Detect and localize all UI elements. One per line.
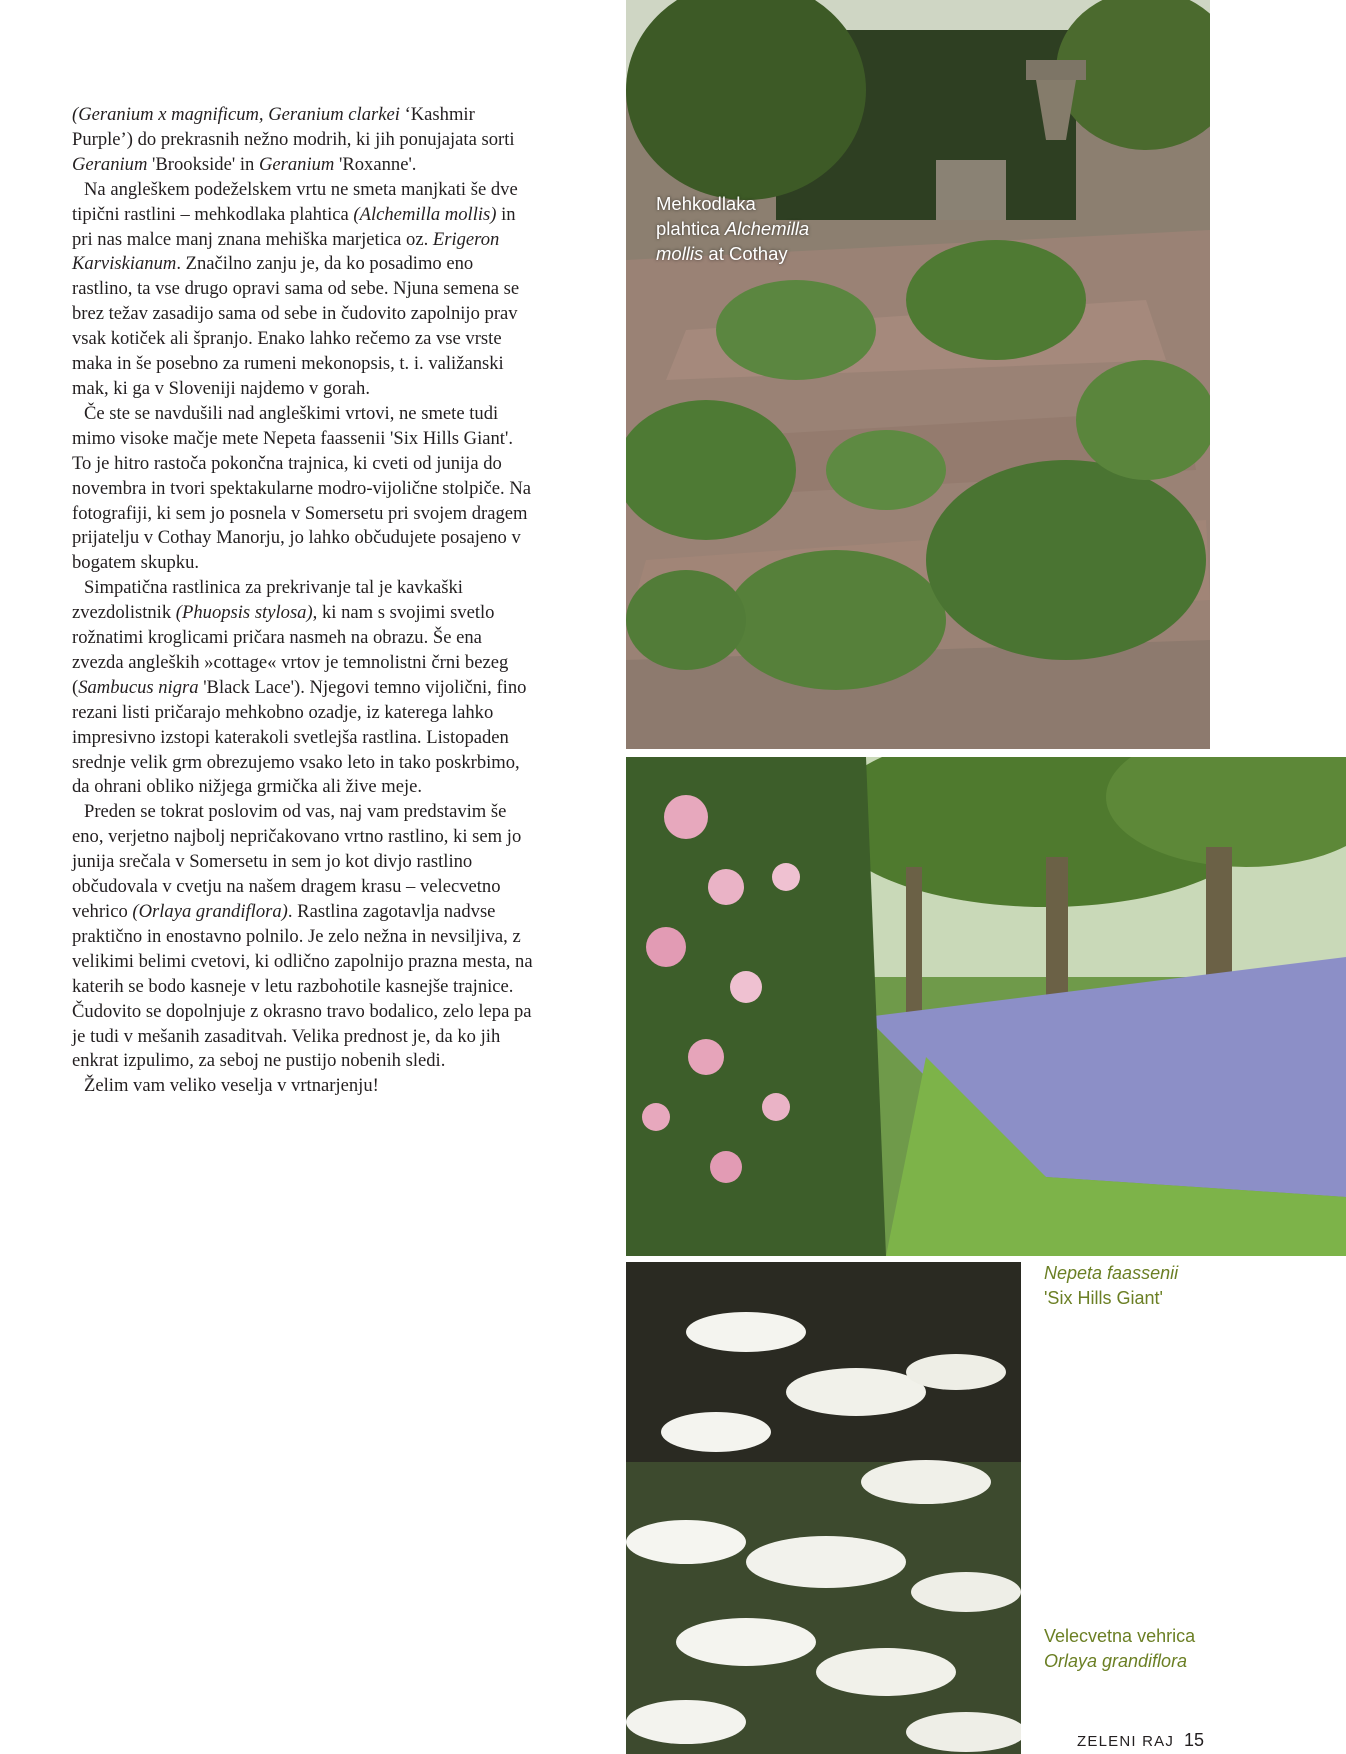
- text-run: Če ste se navdušili nad angleškimi vrtovi, ne smete tudi mimo visoke mačje mete Nepeta faassenii 'Six Hills Giant'. To je hitro rastoča pokončna trajnica, ki cveti od junija do novembra in tvori spektakularne modro-vijolične stolpiče. Na fotografiji, ki sem jo posnela v Somersetu pri svojem dragem prijatelju v Cothay Manorju, jo lahko občudujete posajeno v bogatem skupku.: [72, 402, 532, 574]
- text-run: ‘Kashmir Purple’) do prekrasnih nežno modrih, ki jih ponujajata sorti: [72, 104, 515, 150]
- italic-run: Geranium: [72, 153, 148, 175]
- caption-alchemilla: Mehkodlaka plahtica Alchemilla mollis at Cothay: [656, 193, 810, 264]
- caption-nepeta: Nepeta faassenii 'Six Hills Giant': [1044, 1263, 1179, 1308]
- text-run: in pri nas malce manj znana mehiška marjetica oz.: [72, 203, 516, 250]
- text-run: 'Black Lace'). Njegovi temno vijolični, fino rezani listi pričarajo mehkobno ozadje, iz katerega lahko impresivno izstopi katerakoli svetlejša rastlina. Listopaden srednje velik grm obrezujemo vsako leto in tako poskrbimo, da ohrani obliko nižjega grmička ali žive meje.: [72, 676, 527, 798]
- paragraph-3: [72, 402, 534, 576]
- magazine-name: ZELENI RAJ: [1077, 1733, 1175, 1750]
- text-run: 'Roxanne'.: [334, 153, 417, 175]
- text-run: Preden se tokrat poslovim od vas, naj vam predstavim še eno, verjetno najbolj nepričakovano vrtno rastlino, ki sem jo junija srečala v Somersetu in sem jo kot divjo rastlino občudovala v cvetju na našem dragem krasu – velecvetno vehrico: [72, 801, 522, 922]
- italic-run: (Phuopsis stylosa): [175, 602, 313, 624]
- paragraph-4: [72, 576, 534, 800]
- paragraph-2: [72, 178, 534, 402]
- text-run: Na angleškem podeželskem vrtu ne smeta manjkati še dve tipični rastlini – mehkodlaka plahtica: [72, 178, 518, 225]
- text-run: . Značilno zanju je, da ko posadimo eno rastlino, ta vse drugo opravi sama od sebe. Njuna semena se brez težav zasadijo sama od sebe in čudovito zapolnijo prav vsak kotiček ali špranjo. Enako lahko rečemo za vse vrste maka in še posebno za rumeni mekonopsis, t. i. valižanski mak, ki ga v Sloveniji najdemo v gorah.: [72, 253, 520, 399]
- paragraph-1: [72, 103, 534, 178]
- italic-run: Erigeron Karviskianum: [72, 228, 500, 275]
- italic-run: Sambucus nigra: [78, 676, 199, 698]
- text-run: Simpatična rastlinica za prekrivanje tal je kavkaški zvezdolistnik: [72, 577, 463, 624]
- italic-run: (Geranium x magnificum, Geranium clarkei: [72, 104, 405, 125]
- text-run: , ki nam s svojimi svetlo rožnatimi kroglicami pričara nasmeh na obrazu. Še ena zvezda angleških »cottage« vrtov je temnolistni črni bezeg (: [72, 602, 509, 698]
- text-run: . Rastlina zagotavlja nadvse praktično in enostavno polnilo. Je zelo nežna in nevsiljiva, z velikimi belimi cvetovi, ki odlično zapolnijo prazna mesta, na katerih se bodo kasneje v letu razbohotile kasnejše trajnice. Čudovito se dopolnjuje z okrasno travo bodalico, zelo lepa pa je tudi v mešanih zasaditvah. Velika prednost je, da ko jih enkrat izpulimo, za seboj ne pustijo nobenih sledi.: [72, 901, 533, 1072]
- paragraph-5: [72, 800, 534, 1074]
- text-run: Želim vam veliko veselja v vrtnarjenju!: [84, 1075, 379, 1097]
- caption-orlaya: Velecvetna vehrica Orlaya grandiflora: [1044, 1626, 1196, 1671]
- italic-run: Geranium: [258, 153, 335, 175]
- photo-orlaya: [626, 1262, 1021, 1754]
- italic-run: (Orlaya grandiflora): [132, 901, 288, 922]
- paragraph-6: [72, 1074, 534, 1099]
- article-body: [72, 103, 534, 1099]
- text-run: 'Brookside' in: [147, 153, 259, 175]
- italic-run: (Alchemilla mollis): [353, 203, 497, 225]
- photo-alchemilla-steps: [626, 0, 1210, 749]
- page-footer: [1077, 1730, 1204, 1751]
- photo-nepeta-walk: [626, 757, 1346, 1256]
- page-number: 15: [1184, 1730, 1205, 1750]
